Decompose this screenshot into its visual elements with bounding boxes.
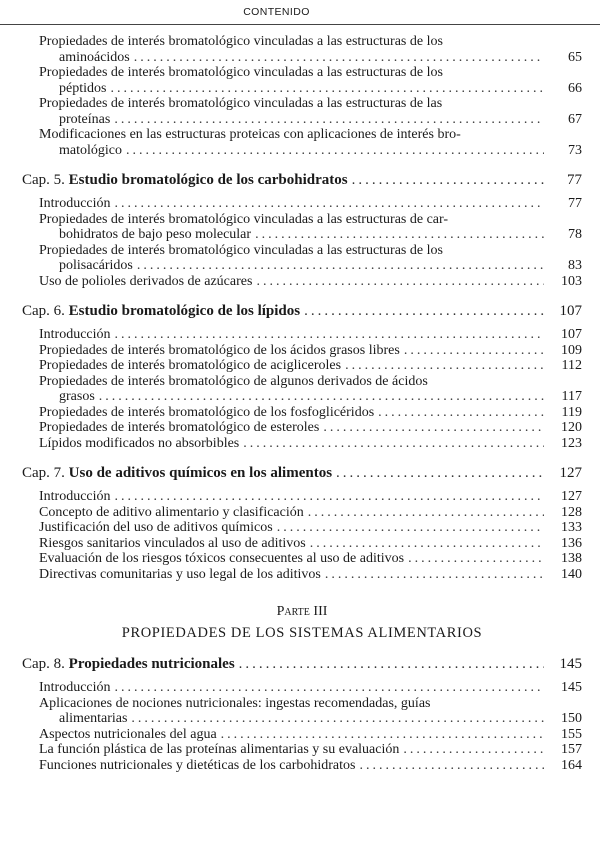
page-number: 145 bbox=[559, 656, 582, 672]
dot-leader bbox=[323, 420, 544, 436]
toc-entry[interactable] bbox=[22, 243, 582, 274]
entry-text: Concepto de aditivo alimentario y clasificación bbox=[39, 504, 304, 520]
toc-entry[interactable] bbox=[22, 567, 582, 583]
dot-leader bbox=[131, 711, 544, 727]
entry-text: matológico bbox=[59, 142, 122, 158]
header-title: CONTENIDO bbox=[243, 6, 310, 18]
page-number: 119 bbox=[561, 404, 582, 420]
dot-leader bbox=[115, 327, 544, 343]
entry-text: bohidratos de bajo peso molecular bbox=[59, 227, 252, 242]
entry-text: Propiedades de interés bromatológico vinculadas a las estructuras de los bbox=[39, 242, 443, 258]
dot-leader bbox=[137, 258, 544, 274]
toc-entry-line bbox=[39, 243, 582, 259]
entry-text: Funciones nutricionales y dietéticas de los carbohidratos bbox=[39, 757, 356, 773]
toc-entry[interactable] bbox=[22, 212, 582, 243]
page-number: 103 bbox=[561, 273, 582, 289]
dot-leader bbox=[115, 196, 544, 212]
page-number: 140 bbox=[561, 566, 582, 582]
page-number: 133 bbox=[561, 520, 582, 535]
toc-entry[interactable] bbox=[22, 274, 582, 290]
toc-entry[interactable] bbox=[22, 680, 582, 696]
page-number: 155 bbox=[561, 726, 582, 742]
chapter-number: Cap. 6. bbox=[22, 303, 65, 319]
toc-entry-line bbox=[39, 505, 582, 521]
chapter-title: Uso de aditivos químicos en los alimentos bbox=[68, 465, 333, 481]
chapter-heading bbox=[22, 465, 332, 481]
toc-entry[interactable] bbox=[22, 196, 582, 212]
toc-entry-line bbox=[39, 680, 582, 696]
toc-entry-line bbox=[39, 143, 582, 159]
entry-text: polisacáridos bbox=[59, 258, 133, 273]
toc-entry[interactable] bbox=[22, 758, 582, 774]
entry-text: Directivas comunitarias y uso legal de los aditivos bbox=[39, 566, 321, 582]
page-number: 127 bbox=[559, 465, 582, 481]
page-number: 164 bbox=[561, 757, 582, 773]
dot-leader bbox=[255, 227, 544, 243]
toc-entry[interactable] bbox=[22, 489, 582, 505]
toc-entry[interactable] bbox=[22, 742, 582, 758]
chapter-entry[interactable] bbox=[22, 465, 582, 481]
chapter-entry[interactable] bbox=[22, 656, 582, 672]
toc-entry-line bbox=[39, 727, 582, 743]
entry-text: proteínas bbox=[59, 111, 111, 127]
toc-entry-line bbox=[39, 96, 582, 112]
dot-leader bbox=[345, 358, 544, 374]
toc-entry-line bbox=[39, 212, 582, 228]
page-number: 107 bbox=[561, 327, 582, 342]
toc-entry-line bbox=[39, 374, 582, 390]
dot-leader bbox=[277, 520, 544, 536]
page-number: 65 bbox=[568, 49, 582, 65]
entry-text: Aplicaciones de nociones nutricionales: ingestas recomendadas, guías bbox=[39, 695, 431, 711]
dot-leader bbox=[126, 143, 544, 159]
toc-entry-line bbox=[39, 50, 582, 66]
dot-leader bbox=[243, 436, 544, 452]
part-label-text: Parte III bbox=[276, 604, 328, 619]
dot-leader bbox=[134, 50, 544, 66]
toc-entry-line bbox=[39, 696, 582, 712]
dot-leader bbox=[114, 112, 544, 128]
dot-leader bbox=[336, 465, 544, 481]
chapter-title: Estudio bromatológico de los lípidos bbox=[68, 303, 301, 319]
entry-text: Introducción bbox=[39, 489, 111, 504]
dot-leader bbox=[221, 727, 544, 743]
entry-text: Introducción bbox=[39, 196, 111, 211]
chapter-heading bbox=[22, 303, 300, 319]
toc-entry-line bbox=[39, 127, 582, 143]
toc-entry[interactable] bbox=[22, 505, 582, 521]
toc-entry-line bbox=[39, 81, 582, 97]
entry-text: Propiedades de interés bromatológico de esteroles bbox=[39, 420, 320, 435]
toc-entry[interactable] bbox=[22, 696, 582, 727]
chapter-title: Propiedades nutricionales bbox=[68, 656, 235, 672]
dot-leader bbox=[404, 343, 544, 359]
toc-entry[interactable] bbox=[22, 343, 582, 359]
toc-entry[interactable] bbox=[22, 65, 582, 96]
entry-text: La función plástica de las proteínas alimentarias y su evaluación bbox=[39, 742, 400, 757]
toc-entry[interactable] bbox=[22, 405, 582, 421]
toc-entry-line bbox=[39, 196, 582, 212]
page-number: 66 bbox=[568, 80, 582, 96]
part-title: PROPIEDADES DE LOS SISTEMAS ALIMENTARIOS bbox=[121, 625, 483, 641]
chapter-heading bbox=[22, 172, 348, 188]
chapter-title: Estudio bromatológico de los carbohidratos bbox=[68, 172, 348, 188]
toc-entry[interactable] bbox=[22, 536, 582, 552]
dot-leader bbox=[378, 405, 544, 421]
page-number: 157 bbox=[561, 742, 582, 757]
entry-text: Evaluación de los riesgos tóxicos consecuentes al uso de aditivos bbox=[39, 551, 405, 566]
page-number: 145 bbox=[561, 680, 582, 695]
toc-entry-line bbox=[39, 34, 582, 50]
dot-leader bbox=[115, 489, 544, 505]
dot-leader bbox=[310, 536, 544, 552]
part-label bbox=[22, 604, 582, 620]
page-number: 138 bbox=[561, 551, 582, 566]
toc-entry[interactable] bbox=[22, 727, 582, 743]
toc-entry-line bbox=[39, 520, 582, 536]
toc-entry[interactable] bbox=[22, 420, 582, 436]
entry-text: Modificaciones en las estructuras proteicas con aplicaciones de interés bro- bbox=[39, 127, 461, 142]
page-number: 83 bbox=[568, 258, 582, 273]
page-number: 127 bbox=[561, 489, 582, 504]
entry-text: Justificación del uso de aditivos químicos bbox=[39, 520, 273, 535]
dot-leader bbox=[325, 567, 544, 583]
entry-text: Propiedades de interés bromatológico de acigliceroles bbox=[39, 358, 342, 373]
toc-entry[interactable] bbox=[22, 551, 582, 567]
page-number: 112 bbox=[561, 358, 582, 373]
page-number: 67 bbox=[568, 111, 582, 127]
toc-entry[interactable] bbox=[22, 327, 582, 343]
toc-entry-line bbox=[39, 551, 582, 567]
toc-entry[interactable] bbox=[22, 127, 582, 158]
page-number: 136 bbox=[561, 535, 582, 551]
entry-text: Propiedades de interés bromatológico vinculadas a las estructuras de las bbox=[39, 96, 443, 111]
entry-text: aminoácidos bbox=[59, 49, 130, 65]
chapter-number: Cap. 5. bbox=[22, 172, 65, 188]
dot-leader bbox=[256, 274, 544, 290]
entry-text: Propiedades de interés bromatológico vinculadas a las estructuras de los bbox=[39, 65, 443, 80]
dot-leader bbox=[239, 656, 544, 672]
dot-leader bbox=[403, 742, 544, 758]
toc-entry-line bbox=[39, 536, 582, 552]
toc-entry-line bbox=[39, 711, 582, 727]
chapter-entry[interactable] bbox=[22, 172, 582, 188]
dot-leader bbox=[408, 551, 544, 567]
dot-leader bbox=[359, 758, 544, 774]
page-number: 120 bbox=[561, 420, 582, 435]
entry-text: Introducción bbox=[39, 680, 111, 695]
page-number: 73 bbox=[568, 142, 582, 158]
table-of-contents bbox=[22, 34, 582, 773]
entry-text: Aspectos nutricionales del agua bbox=[39, 726, 217, 742]
toc-entry-line bbox=[39, 343, 582, 359]
toc-entry[interactable] bbox=[22, 358, 582, 374]
entry-text: Propiedades de interés bromatológico vinculadas a las estructuras de los bbox=[39, 34, 443, 49]
toc-entry-line bbox=[39, 758, 582, 774]
toc-entry-line bbox=[39, 358, 582, 374]
toc-entry-line bbox=[39, 258, 582, 274]
toc-entry[interactable] bbox=[22, 96, 582, 127]
page-number: 123 bbox=[561, 435, 582, 451]
entry-text: Introducción bbox=[39, 327, 111, 342]
toc-entry-line bbox=[39, 65, 582, 81]
dot-leader bbox=[99, 389, 544, 405]
page-number: 77 bbox=[568, 196, 582, 211]
page-number: 128 bbox=[561, 504, 582, 520]
dot-leader bbox=[110, 81, 544, 97]
dot-leader bbox=[115, 680, 544, 696]
toc-entry-line bbox=[39, 436, 582, 452]
toc-entry-line bbox=[39, 489, 582, 505]
page-number: 150 bbox=[561, 711, 582, 726]
toc-entry[interactable] bbox=[22, 520, 582, 536]
entry-text: Lípidos modificados no absorbibles bbox=[39, 435, 240, 451]
toc-entry[interactable] bbox=[22, 374, 582, 405]
toc-entry-line bbox=[39, 405, 582, 421]
chapter-heading bbox=[22, 656, 235, 672]
toc-entry-line bbox=[39, 420, 582, 436]
page-number: 77 bbox=[567, 172, 582, 188]
toc-entry-line bbox=[39, 389, 582, 405]
dot-leader bbox=[308, 505, 544, 521]
dot-leader bbox=[304, 303, 544, 319]
entry-text: Propiedades de interés bromatológico vinculadas a las estructuras de car- bbox=[39, 211, 449, 227]
toc-entry[interactable] bbox=[22, 34, 582, 65]
toc-entry-line bbox=[39, 227, 582, 243]
entry-text: grasos bbox=[59, 389, 95, 404]
entry-text: Riesgos sanitarios vinculados al uso de aditivos bbox=[39, 535, 306, 551]
page-number: 78 bbox=[568, 227, 582, 242]
toc-entry-line bbox=[39, 567, 582, 583]
page-number: 117 bbox=[561, 389, 582, 404]
entry-text: péptidos bbox=[59, 80, 107, 96]
entry-text: alimentarias bbox=[59, 711, 128, 726]
toc-entry-line bbox=[39, 327, 582, 343]
chapter-number: Cap. 7. bbox=[22, 465, 65, 481]
toc-entry-line bbox=[39, 742, 582, 758]
toc-entry[interactable] bbox=[22, 436, 582, 452]
toc-entry-line bbox=[39, 112, 582, 128]
chapter-number: Cap. 8. bbox=[22, 656, 65, 672]
entry-text: Propiedades de interés bromatológico de los ácidos grasos libres bbox=[39, 342, 400, 358]
entry-text: Uso de polioles derivados de azúcares bbox=[39, 273, 253, 289]
dot-leader bbox=[352, 172, 544, 188]
entry-text: Propiedades de interés bromatológico de los fosfoglicéridos bbox=[39, 404, 375, 420]
entry-text: Propiedades de interés bromatológico de algunos derivados de ácidos bbox=[39, 373, 428, 389]
chapter-entry[interactable] bbox=[22, 303, 582, 319]
running-header bbox=[0, 0, 600, 25]
page-number: 109 bbox=[561, 342, 582, 358]
toc-entry-line bbox=[39, 274, 582, 290]
page-number: 107 bbox=[559, 303, 582, 319]
